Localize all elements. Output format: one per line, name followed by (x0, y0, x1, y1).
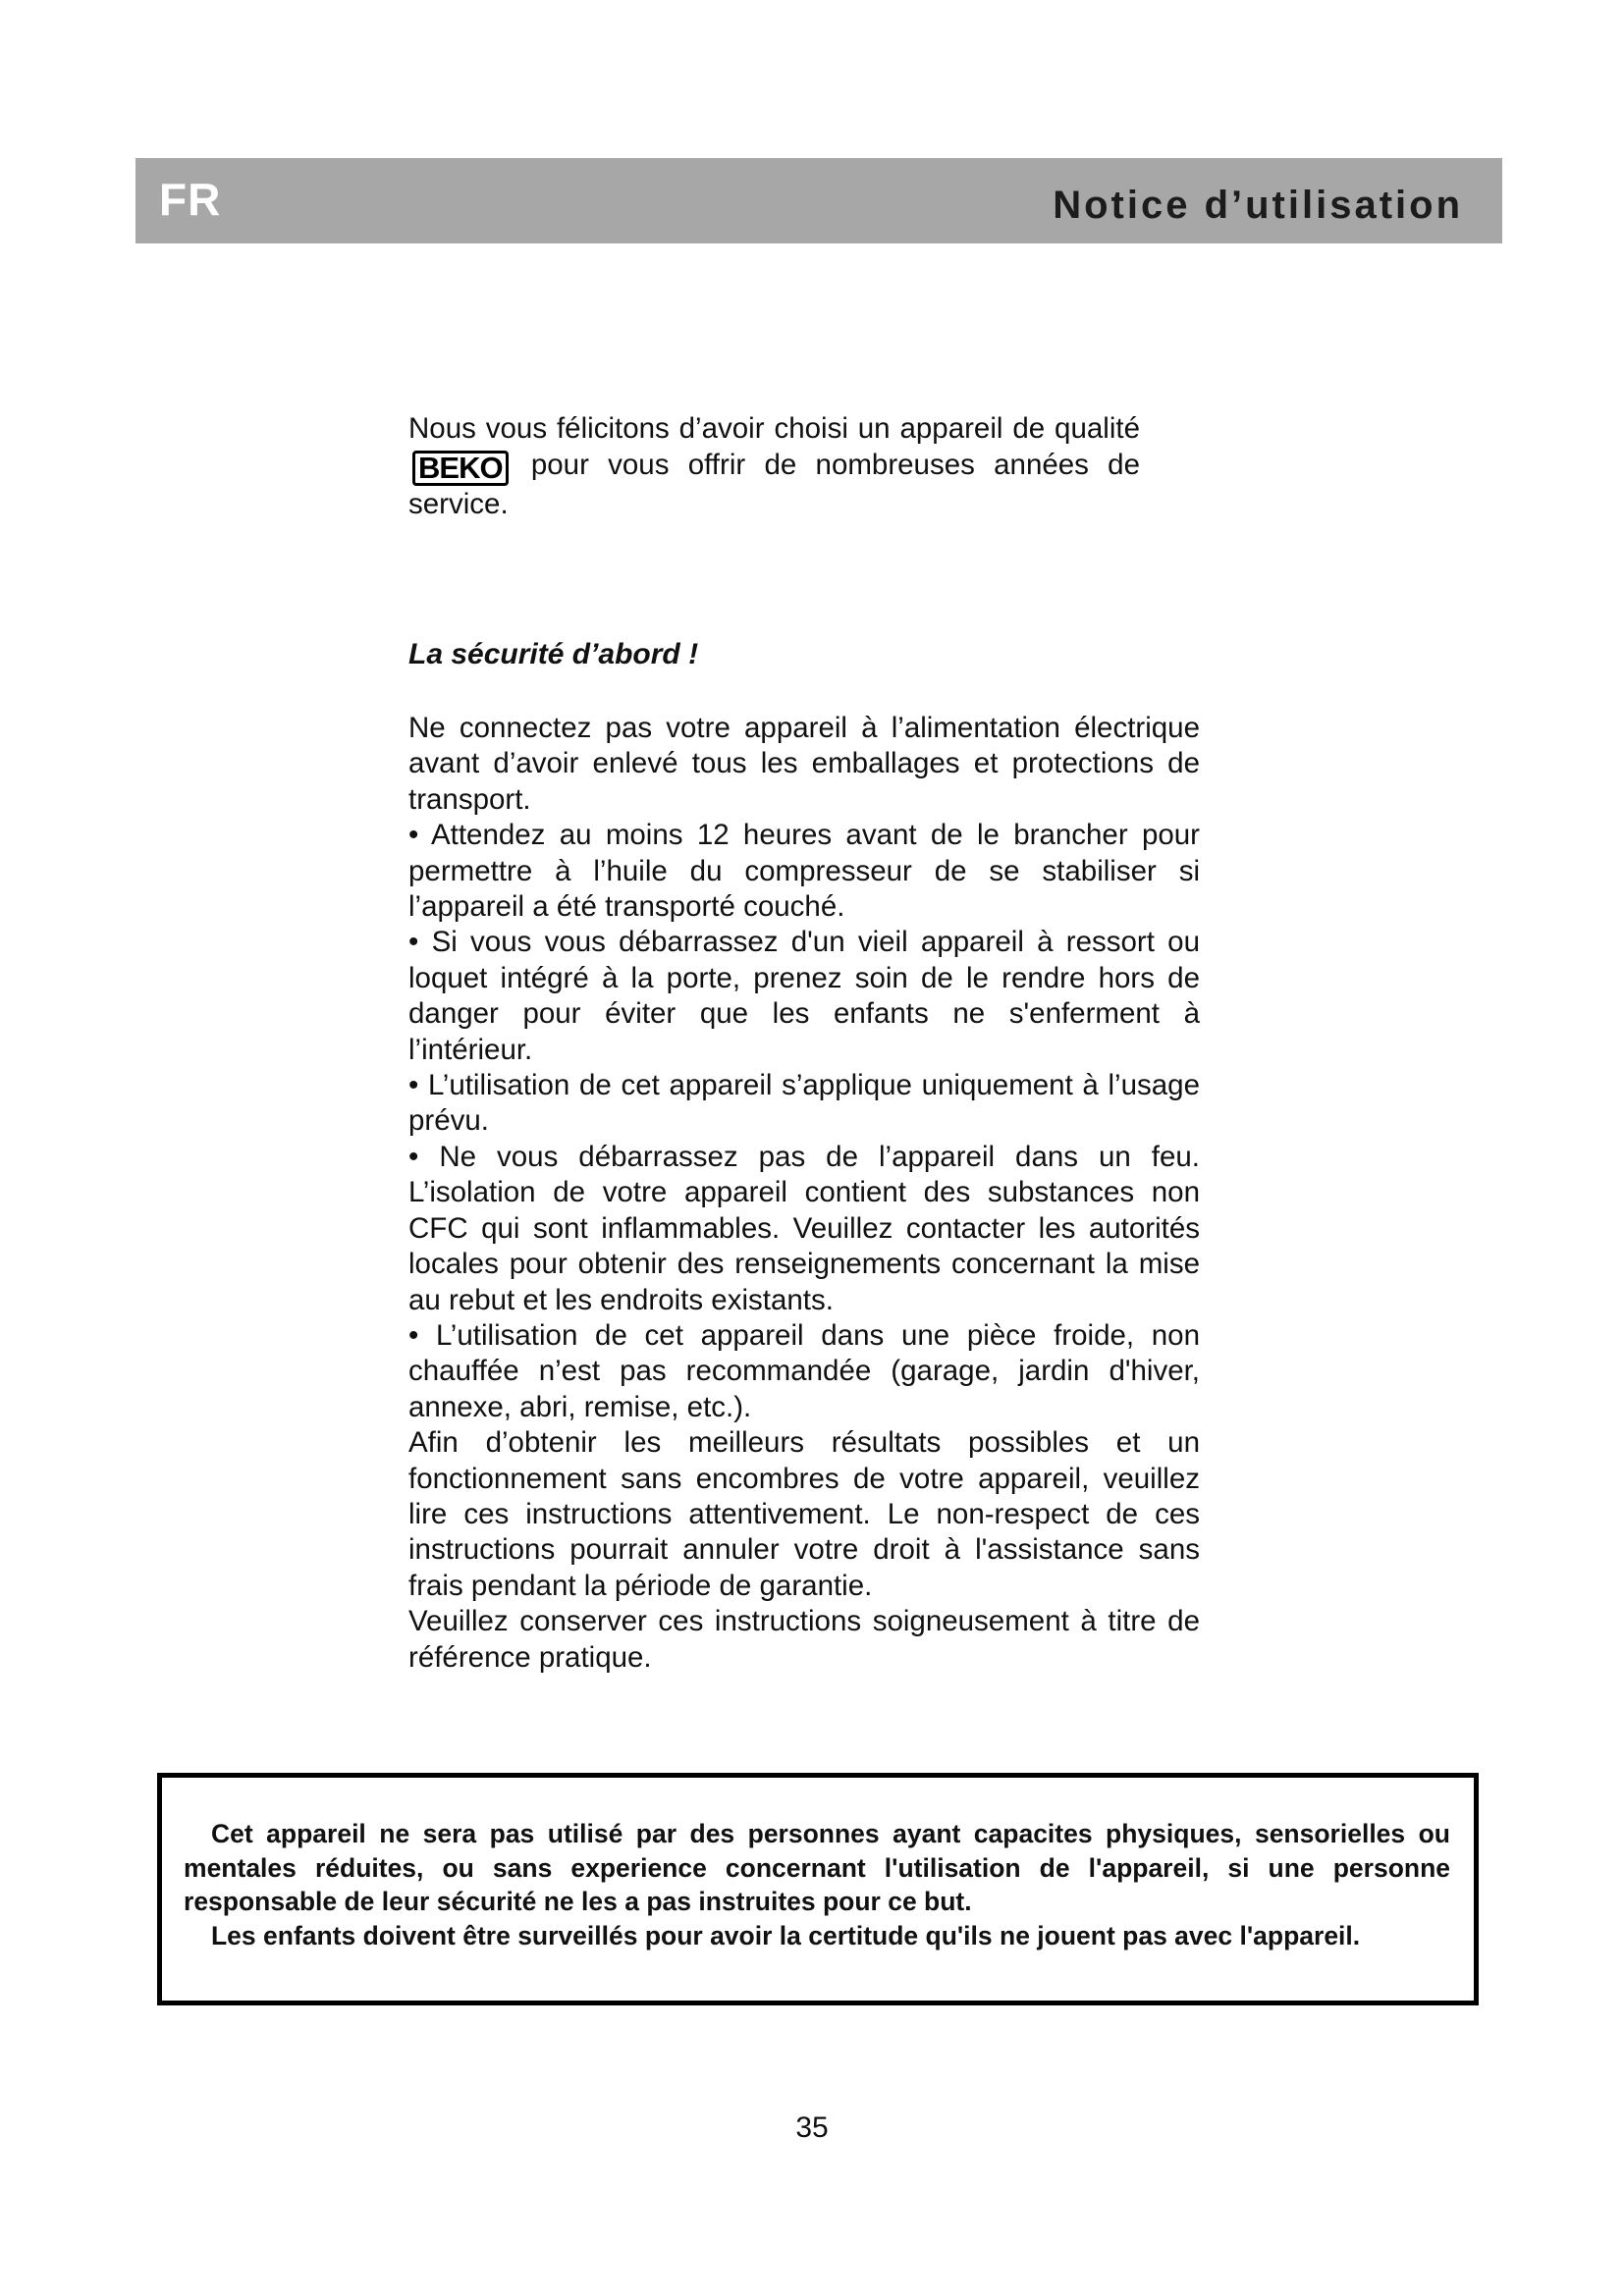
intro-text-end: pour vous offrir de nombreuses années de service. (408, 448, 1140, 520)
safety-paragraph: • L’utilisation de cet appareil dans une pièce froide, non chauffée n’est pas recommandée (garage, jardin d'hiver, annexe, abri, remise, etc.). (408, 1318, 1200, 1423)
warning-box (157, 1773, 1479, 2005)
intro-text-start: Nous vous félicitons d’avoir choisi un appareil de qualité (408, 411, 1140, 445)
intro-paragraph (408, 410, 1140, 522)
safety-paragraph: • Si vous vous débarrassez d'un vieil appareil à ressort ou loquet intégré à la porte, prenez soin de le rendre hors de danger pour éviter que les enfants ne s'enferment à l’intérieur. (408, 926, 1200, 1066)
page-number: 35 (795, 2111, 829, 2144)
safety-paragraph: • L’utilisation de cet appareil s’applique uniquement à l’usage prévu. (408, 1069, 1200, 1138)
warning-paragraph: Cet appareil ne sera pas utilisé par des personnes ayant capacites physiques, sensorielles ou mentales réduites, ou sans experience concernant l'utilisation de l'appareil, si une personne responsable de leur sécurité ne les a pas instruites pour ce but. (184, 1819, 1450, 1916)
safety-paragraph: Veuillez conserver ces instructions soigneusement à titre de référence pratique. (408, 1605, 1200, 1674)
header-bar (135, 158, 1502, 243)
safety-paragraph: • Ne vous débarrassez pas de l’appareil dans un feu. L’isolation de votre appareil contient des substances non CFC qui sont inflammables. Veuillez contacter les autorités locales pour obtenir des renseignements concernant la mise au rebut et les endroits existants. (408, 1140, 1200, 1316)
warning-paragraph: Les enfants doivent être surveillés pour avoir la certitude qu'ils ne jouent pas avec l'appareil. (211, 1920, 1361, 1950)
safety-heading: La sécurité d’abord ! (408, 638, 699, 670)
safety-paragraph: • Attendez au moins 12 heures avant de le brancher pour permettre à l’huile du compresseur de se stabiliser si l’appareil a été transporté couché. (408, 819, 1200, 924)
language-code: FR (159, 174, 222, 225)
safety-paragraph: Afin d’obtenir les meilleurs résultats possibles et un fonctionnement sans encombres de votre appareil, veuillez lire ces instructions attentivement. Le non-respect de ces instructions pourrait annuler votre droit à l'assistance sans frais pendant la période de garantie. (408, 1426, 1200, 1602)
safety-instructions (408, 711, 1200, 1676)
brand-logo: BEKO (412, 451, 509, 486)
manual-title: Notice d’utilisation (1053, 184, 1463, 227)
safety-paragraph: Ne connectez pas votre appareil à l’alimentation électrique avant d’avoir enlevé tous les emballages et protections de transport. (408, 712, 1200, 816)
